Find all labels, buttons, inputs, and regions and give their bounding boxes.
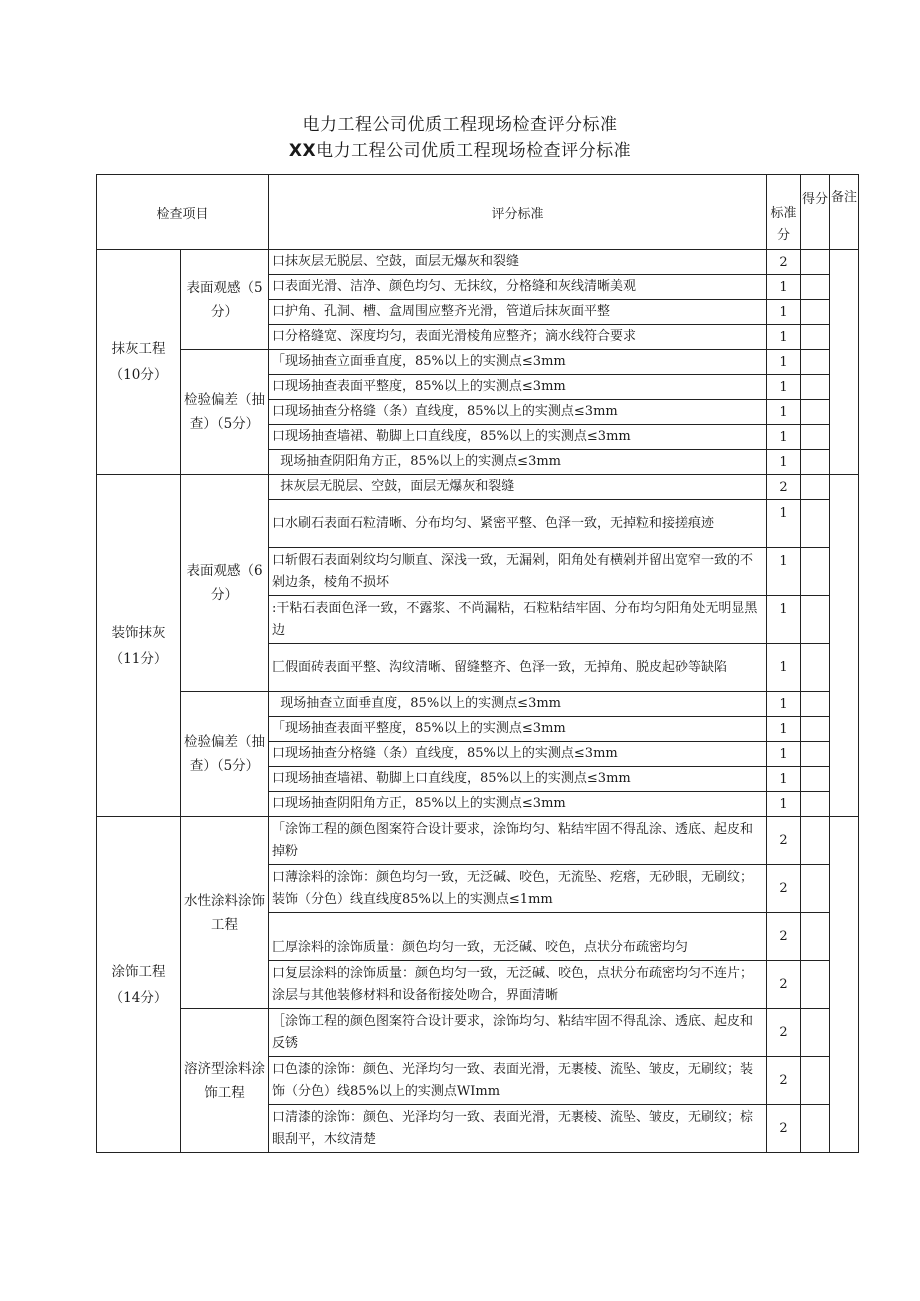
got-score-cell[interactable] (801, 350, 830, 375)
std-score-cell: 1 (767, 548, 801, 596)
std-score-cell: 1 (767, 350, 801, 375)
page-title: 电力工程公司优质工程现场检查评分标准 (302, 115, 618, 135)
got-score-cell[interactable] (801, 817, 830, 865)
header-row (97, 175, 859, 250)
got-score-cell[interactable] (801, 400, 830, 425)
criteria-cell: 口现场抽查分格缝（条）直线度，85%以上的实测点≤3mm (269, 400, 767, 425)
std-score-cell: 1 (767, 275, 801, 300)
table-row (97, 250, 859, 275)
criteria-cell: 口分格缝宽、深度均匀，表面光滑棱角应整齐；滴水线符合要求 (269, 325, 767, 350)
category-cell: 抹灰工程（10分） (97, 250, 181, 475)
std-score-cell: 2 (767, 817, 801, 865)
criteria-cell: 「涂饰工程的颜色图案符合设计要求，涂饰均匀、粘结牢固不得乱涂、透底、起皮和掉粉 (269, 817, 767, 865)
criteria-cell: 口清漆的涂饰：颜色、光泽均匀一致、表面光滑，无裹棱、流坠、皱皮，无刷纹；棕眼刮平，木纹清楚 (269, 1105, 767, 1153)
criteria-cell: 口抹灰层无脱层、空鼓，面层无爆灰和裂缝 (269, 250, 767, 275)
got-score-cell[interactable] (801, 425, 830, 450)
std-score-cell: 2 (767, 1009, 801, 1057)
remark-cell[interactable] (830, 250, 859, 475)
got-score-cell[interactable] (801, 913, 830, 961)
subcategory-cell: 表面观感（6分） (181, 475, 269, 692)
got-score-cell[interactable] (801, 717, 830, 742)
std-score-cell: 1 (767, 300, 801, 325)
criteria-cell: 现场抽查立面垂直度，85%以上的实测点≤3mm (269, 692, 767, 717)
criteria-cell: 口水刷石表面石粒清晰、分布均匀、紧密平整、色泽一致，无掉粒和接搓痕迹 (269, 500, 767, 548)
std-score-cell: 1 (767, 596, 801, 644)
criteria-cell: 口现场抽查表面平整度，85%以上的实测点≤3mm (269, 375, 767, 400)
criteria-cell: 「现场抽查表面平整度，85%以上的实测点≤3mm (269, 717, 767, 742)
table-row (97, 475, 859, 500)
subtitle-rest: 电力工程公司优质工程现场检查评分标准 (316, 141, 632, 161)
got-score-cell[interactable] (801, 300, 830, 325)
got-score-cell[interactable] (801, 792, 830, 817)
category-cell: 涂饰工程（14分） (97, 817, 181, 1153)
got-score-cell[interactable] (801, 1105, 830, 1153)
criteria-cell: 口复层涂料的涂饰质量：颜色均匀一致，无泛碱、咬色，点状分布疏密均匀不连片；涂层与其他装修材料和设备衔接处吻合，界面清晰 (269, 961, 767, 1009)
got-score-cell[interactable] (801, 450, 830, 475)
std-score-cell: 1 (767, 450, 801, 475)
subtitle-prefix: XX (288, 141, 317, 161)
std-score-cell: 1 (767, 400, 801, 425)
criteria-cell: 口色漆的涂饰：颜色、光泽均匀一致、表面光滑，无裹棱、流坠、皱皮，无刷纹；装饰（分色）线85%以上的实测点WImm (269, 1057, 767, 1105)
std-score-cell: 1 (767, 425, 801, 450)
std-score-cell: 1 (767, 644, 801, 692)
got-score-cell[interactable] (801, 250, 830, 275)
got-score-cell[interactable] (801, 596, 830, 644)
header-criteria: 评分标准 (269, 175, 767, 250)
header-got-score: 得分 (801, 175, 830, 250)
criteria-cell: 抹灰层无脱层、空鼓，面层无爆灰和裂缝 (269, 475, 767, 500)
table-row (97, 350, 859, 375)
table-row (97, 817, 859, 865)
got-score-cell[interactable] (801, 692, 830, 717)
std-score-cell: 1 (767, 500, 801, 548)
got-score-cell[interactable] (801, 1057, 830, 1105)
criteria-cell: ［涂饰工程的颜色图案符合设计要求，涂饰均匀、粘结牢固不得乱涂、透底、起皮和反锈 (269, 1009, 767, 1057)
header-item: 检查项目 (97, 175, 269, 250)
criteria-cell: 口现场抽查分格缝（条）直线度，85%以上的实测点≤3mm (269, 742, 767, 767)
criteria-cell: 现场抽查阴阳角方正，85%以上的实测点≤3mm (269, 450, 767, 475)
page-subtitle (0, 139, 920, 163)
got-score-cell[interactable] (801, 767, 830, 792)
subcategory-cell: 水性涂料涂饰工程 (181, 817, 269, 1009)
got-score-cell[interactable] (801, 1009, 830, 1057)
criteria-cell: 口护角、孔洞、槽、盒周围应整齐光滑，管道后抹灰面平整 (269, 300, 767, 325)
got-score-cell[interactable] (801, 961, 830, 1009)
criteria-cell: 口薄涂料的涂饰：颜色均匀一致，无泛碱、咬色，无流坠、疙瘩，无砂眼，无刷纹；装饰（分色）线直线度85%以上的实测点≤1mm (269, 865, 767, 913)
got-score-cell[interactable] (801, 742, 830, 767)
criteria-cell: :干粘石表面色泽一致，不露浆、不尚漏粘，石粒粘结牢固、分布均匀阳角处无明显黑边 (269, 596, 767, 644)
table-row (97, 1009, 859, 1057)
got-score-cell[interactable] (801, 548, 830, 596)
category-cell: 装饰抹灰（11分） (97, 475, 181, 817)
std-score-cell: 2 (767, 250, 801, 275)
got-score-cell[interactable] (801, 375, 830, 400)
std-score-cell: 2 (767, 865, 801, 913)
header-std-score: 标准分 (767, 175, 801, 250)
std-score-cell: 2 (767, 913, 801, 961)
std-score-cell: 1 (767, 375, 801, 400)
criteria-cell: 口现场抽查墙裙、勒脚上口直线度，85%以上的实测点≤3mm (269, 425, 767, 450)
std-score-cell: 1 (767, 692, 801, 717)
std-score-cell: 1 (767, 792, 801, 817)
criteria-cell: 口斩假石表面剁纹均匀顺直、深浅一致，无漏剁，阳角处有横剁并留出宽窄一致的不剁边条，棱角不损坏 (269, 548, 767, 596)
got-score-cell[interactable] (801, 275, 830, 300)
remark-cell[interactable] (830, 475, 859, 817)
subcategory-cell: 溶济型涂料涂饰工程 (181, 1009, 269, 1153)
got-score-cell[interactable] (801, 475, 830, 500)
std-score-cell: 1 (767, 325, 801, 350)
criteria-cell: 匚厚涂料的涂饰质量：颜色均匀一致，无泛碱、咬色，点状分布疏密均匀 (269, 913, 767, 961)
title-block (0, 113, 920, 163)
std-score-cell: 2 (767, 475, 801, 500)
std-score-cell: 1 (767, 767, 801, 792)
header-remark: 备注 (830, 175, 859, 250)
std-score-cell: 2 (767, 1105, 801, 1153)
got-score-cell[interactable] (801, 865, 830, 913)
criteria-cell: 口现场抽查墙裙、勒脚上口直线度，85%以上的实测点≤3mm (269, 767, 767, 792)
subcategory-cell: 检验偏差（抽查）（5分） (181, 350, 269, 475)
got-score-cell[interactable] (801, 325, 830, 350)
criteria-cell: 「现场抽查立面垂直度，85%以上的实测点≤3mm (269, 350, 767, 375)
std-score-cell: 2 (767, 961, 801, 1009)
table-row (97, 692, 859, 717)
criteria-cell: 口表面光滑、洁净、颜色均匀、无抹纹，分格缝和灰线清晰美观 (269, 275, 767, 300)
got-score-cell[interactable] (801, 644, 830, 692)
remark-cell[interactable] (830, 817, 859, 1153)
criteria-cell: 匚假面砖表面平整、沟纹清晰、留缝整齐、色泽一致，无掉角、脱皮起砂等缺陷 (269, 644, 767, 692)
std-score-cell: 1 (767, 717, 801, 742)
got-score-cell[interactable] (801, 500, 830, 548)
std-score-cell: 1 (767, 742, 801, 767)
criteria-cell: 口现场抽查阴阳角方正，85%以上的实测点≤3mm (269, 792, 767, 817)
subcategory-cell: 检验偏差（抽查）（5分） (181, 692, 269, 817)
std-score-cell: 2 (767, 1057, 801, 1105)
scoring-table (96, 174, 859, 1153)
subcategory-cell: 表面观感（5分） (181, 250, 269, 350)
